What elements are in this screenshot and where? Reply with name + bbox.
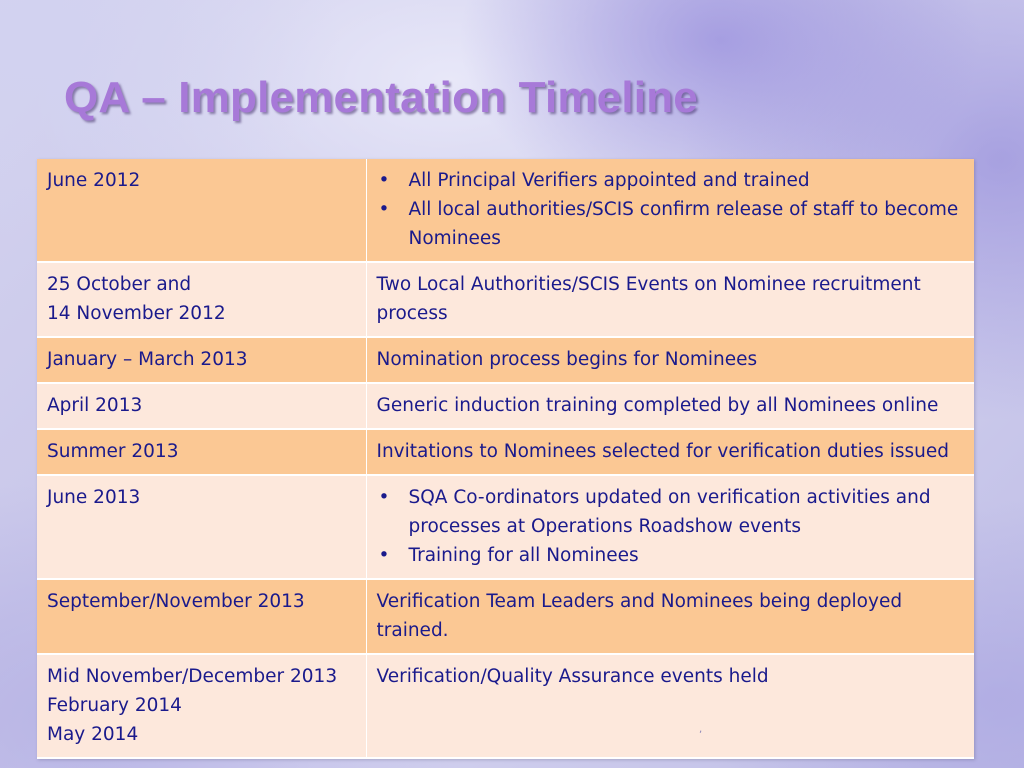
timeline-date: September/November 2013 — [37, 579, 366, 654]
timeline-event: Nomination process begins for Nominees — [366, 337, 974, 383]
timeline-row — [37, 429, 974, 475]
timeline-row — [37, 159, 974, 262]
event-bullet: • SQA Co-ordinators updated on verification activities and processes at Operations Roadshow events — [377, 483, 965, 541]
event-bullet-list — [377, 483, 965, 570]
timeline-event: Generic induction training completed by all Nominees online — [366, 383, 974, 429]
timeline-row — [37, 383, 974, 429]
timeline-row — [37, 262, 974, 337]
timeline-date: April 2013 — [37, 383, 366, 429]
slide-title: QA – Implementation Timeline — [64, 73, 698, 122]
timeline-date: June 2013 — [37, 475, 366, 579]
timeline-date: June 2012 — [37, 159, 366, 262]
event-bullet: • All local authorities/SCIS confirm release of staff to become Nominees — [377, 195, 965, 253]
timeline-event: Two Local Authorities/SCIS Events on Nominee recruitment process — [366, 262, 974, 337]
timeline-event — [366, 475, 974, 579]
timeline-date: January – March 2013 — [37, 337, 366, 383]
timeline-event: Invitations to Nominees selected for verification duties issued — [366, 429, 974, 475]
timeline-row — [37, 475, 974, 579]
timeline-row — [37, 337, 974, 383]
event-bullet: • All Principal Verifiers appointed and trained — [377, 166, 965, 195]
timeline-table — [37, 159, 974, 759]
timeline-event — [366, 159, 974, 262]
timeline-row — [37, 654, 974, 758]
timeline-event: Verification Team Leaders and Nominees being deployed trained. — [366, 579, 974, 654]
event-bullet: • Training for all Nominees — [377, 541, 965, 570]
timeline-row — [37, 579, 974, 654]
timeline-event: Verification/Quality Assurance events held — [366, 654, 974, 758]
event-bullet-list — [377, 166, 965, 253]
timeline-date: Mid November/December 2013 February 2014 May 2014 — [37, 654, 366, 758]
timeline-date: 25 October and 14 November 2012 — [37, 262, 366, 337]
timeline-date: Summer 2013 — [37, 429, 366, 475]
decorative-mark: , — [699, 724, 703, 735]
